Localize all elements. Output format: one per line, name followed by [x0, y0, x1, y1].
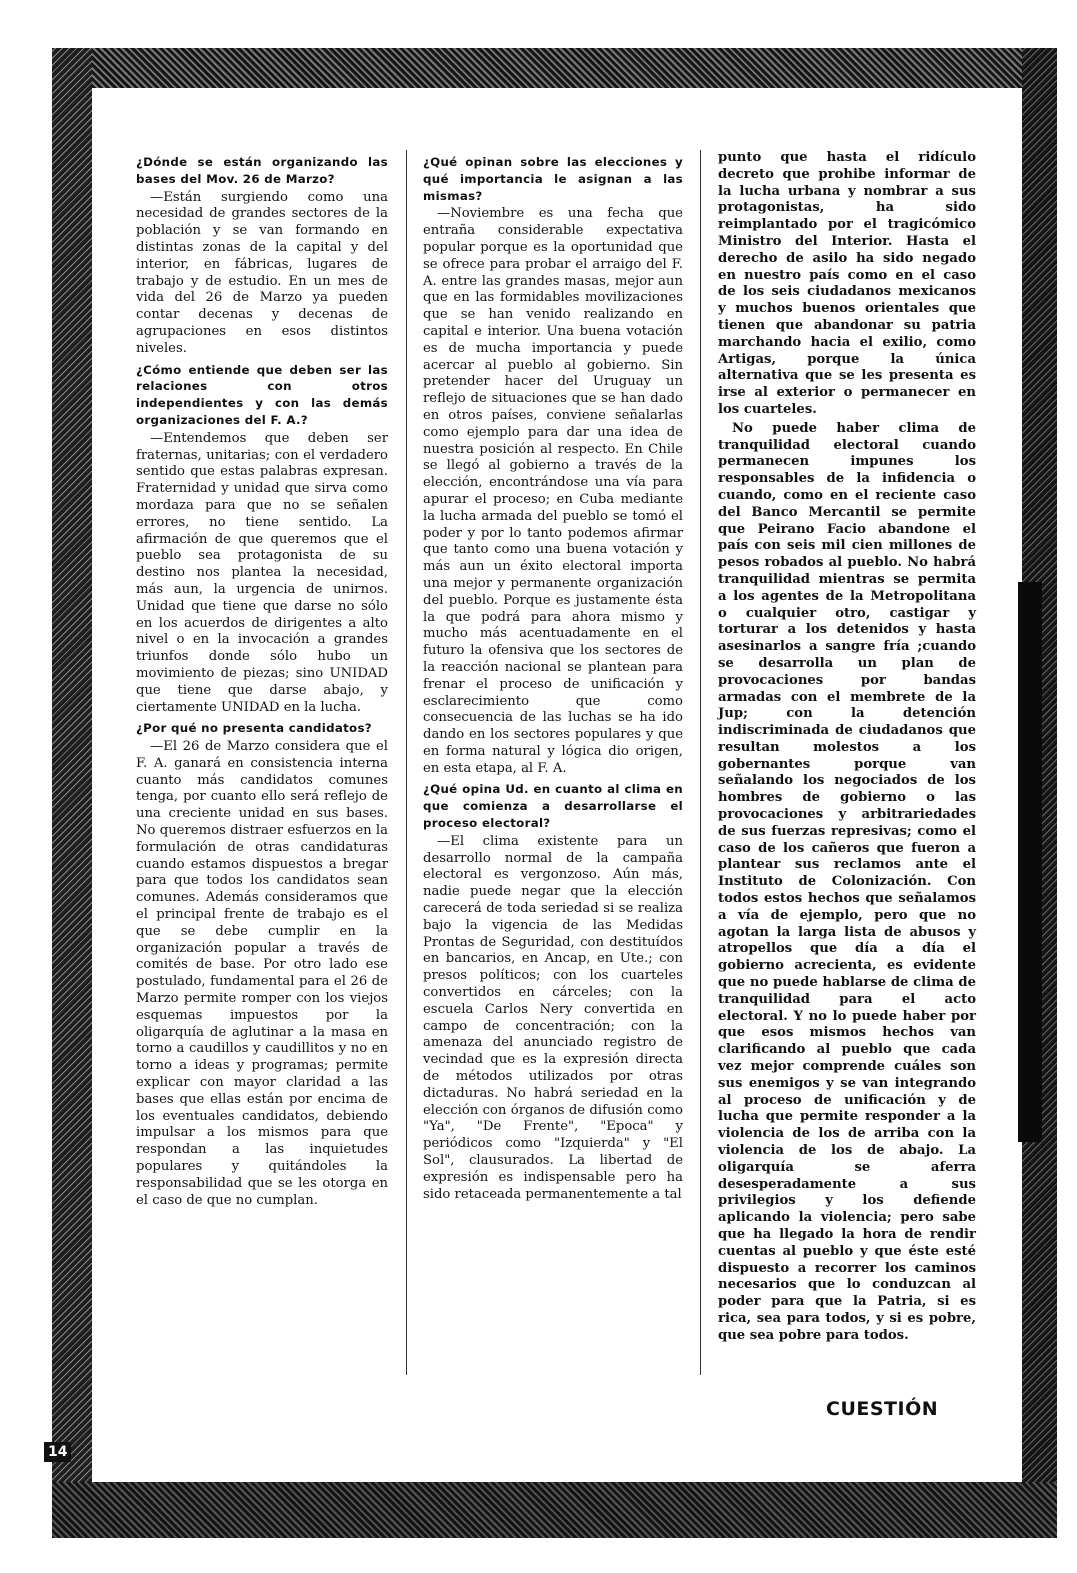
column-divider	[700, 150, 701, 1375]
column-divider	[406, 150, 407, 1375]
page-number: 14	[44, 1442, 71, 1462]
column-2	[423, 150, 683, 1205]
answer-paragraph: —El 26 de Marzo considera que el F. A. ganará en consistencia interna cuanto más candidatos comunes tenga, por cuanto ello será reflejo de una creciente unidad en sus bases. No queremos distraer esfuerzos en la formulación de otras candidaturas cuando estamos dispuestos a bregar para que todos los candidatos sean comunes. Además consideramos que el principal frente de trabajo es el que se debe cumplir en la organización popular a través de comités de base. Por otro lado ese postulado, fundamental para el 26 de Marzo permite romper con los viejos esquemas impuestos por la oligarquía de aglutinar a la masa en torno a caudillos y caudillitos y no en torno a ideas y programas; permite explicar con mayor claridad a las bases que ellas están por encima de los eventuales candidatos, debiendo impulsar a los mismos para que respondan a las inquietudes populares y quitándoles la responsabilidad que se les otorga en el caso de que no cumplan.	[136, 739, 388, 1208]
answer-paragraph: —Entendemos que deben ser fraternas, unitarias; con el verdadero sentido que estas palabras expresan. Fraternidad y unidad que sirva como mordaza para que no se señalen errores, no tiene sentido. La afirmación de que queremos que el pueblo sea protagonista de su destino nos plantea la necesidad, más aun, la urgencia de unirnos. Unidad que tiene que darse no sólo en los acuerdos de dirigentes a alto nivel o en la invocación a grandes triunfos donde sólo hubo un movimiento de piezas; sino UNIDAD que tiene que darse abajo, y ciertamente UNIDAD en la lucha.	[136, 430, 388, 715]
question-heading: ¿Qué opina Ud. en cuanto al clima en que comienza a desarrollarse el proceso electoral?	[423, 782, 683, 831]
answer-paragraph: —Están surgiendo como una necesidad de grandes sectores de la población y se van formando en distintas zonas de la capital y del interior, en fábricas, lugares de trabajo y de estudio. En un mes de vida del 26 de Marzo ya pueden contar decenas y decenas de agrupaciones en esos distintos niveles.	[136, 189, 388, 356]
body-paragraph: No puede haber clima de tranquilidad electoral cuando permanecen impunes los responsables de la infidencia o cuando, como en el reciente caso del Banco Mercantil se permite que Peirano Facio abandone el país con seis mil cien millones de pesos robados al pueblo. No habrá tranquilidad mientras se permita a los agentes de la Metropolitana o cualquier otro, castigar y torturar a los detenidos y hasta asesinarlos a sangre fría ;cuando se desarrolla un plan de provocaciones por bandas armadas con el membrete de la Jup; con la detención indiscriminada de ciudadanos que resultan molestos a los gobernantes porque van señalando los negociados de los hombres de gobierno o las provocaciones y arbitrariedades de sus fuerzas represivas; como el caso de los cañeros que fueron a plantear sus reclamos ante el Instituto de Colonización. Con todos estos hechos que señalamos a vía de ejemplo, pero que no agotan la larga lista de abusos y atropellos que día a día el gobierno acrecienta, es evidente que no puede hablarse de clima de tranquilidad para el acto electoral. Y no lo puede haber por que esos mismos hechos van clarificando al pueblo que cada vez mejor comprende cuáles son sus enemigos y se van integrando al proceso de unificación y de lucha que permite responder a la violencia de los de arriba con la violencia de los de abajo. La oligarquía se aferra desesperadamente a sus privilegios y los defiende aplicando la violencia; pero sabe que ha llegado la hora de rendir cuentas al pueblo y que éste esté dispuesto a recorrer los caminos necesarios que lo conduzcan al poder para que la Patria, si es rica, sea para todos, y si es pobre, que sea pobre para todos.	[718, 420, 976, 1343]
question-heading: ¿Dónde se están organizando las bases del Mov. 26 de Marzo?	[136, 155, 388, 186]
magazine-logo: CUESTIÓN	[826, 1398, 939, 1420]
body-paragraph: punto que hasta el ridículo decreto que prohibe informar de la lucha urbana y nombrar a sus protagonistas, ha sido reimplantado por el tragicómico Ministro del Interior. Hasta el derecho de asilo ha sido negado en nuestro país como en el caso de los seis ciudadanos mexicanos y muchos buenos orientales que tienen que abandonar su patria marchando hacia el exilio, como Artigas, porque la única alternativa que se les presenta es irse al exterior o permanecer en los cuarteles.	[718, 150, 976, 417]
column-1	[136, 150, 388, 1211]
scan-border-bottom	[52, 1482, 1057, 1538]
question-heading: ¿Qué opinan sobre las elecciones y qué importancia le asignan a las mismas?	[423, 155, 683, 203]
answer-paragraph: —Noviembre es una fecha que entraña considerable expectativa popular porque es la oportunidad que se ofrece para probar el arraigo del F. A. entre las grandes masas, mejor aun que en las formidables movilizaciones que se han venido realizando en capital e interior. Una buena votación es de mucha importancia y puede acercar al pueblo al gobierno. Sin pretender hacer del Uruguay un reflejo de situaciones que se han dado en otros países, conviene señalarlas como ejemplo para dar una idea de nuestra posición al respecto. En Chile se llegó al gobierno a través de la elección, encontrándose una vía para apurar el proceso; en Cuba mediante la lucha armada del pueblo se tomó el poder y por lo tanto podemos afirmar que tanto como una buena votación y más aun un éxito electoral importa una mejor y permanente organización del pueblo. Porque es justamente ésta la que podrá para ahora mismo y mucho más acentuadamente en el futuro la ofensiva que los sectores de la reacción nacional se plantean para frenar el proceso de unificación y esclarecimiento que como consecuencia de las luchas se ha ido dando en los sectores populares y que en forma natural y lógica dio origen, en esta etapa, al F. A.	[423, 206, 683, 776]
question-heading: ¿Por qué no presenta candidatos?	[136, 721, 372, 736]
question-heading: ¿Cómo entiende que deben ser las relaciones con otros independientes y con las demás organizaciones del F. A.?	[136, 362, 388, 427]
margin-black-bar	[1018, 582, 1042, 1142]
column-3	[718, 150, 976, 1347]
scan-border-left	[52, 48, 92, 1538]
answer-paragraph: —El clima existente para un desarrollo normal de la campaña electoral es vergonzoso. Aún más, nadie puede negar que la elección carecerá de toda seriedad si se realiza bajo la vigencia de las Medidas Prontas de Seguridad, con destituídos en bancarios, en Ancap, en Ute.; con presos políticos; con los cuarteles convertidos en cárceles; con la escuela Carlos Nery convertida en campo de concentración; con la amenaza del anunciado registro de vecindad que es la expresión directa de métodos utilizados por otras dictaduras. No habrá seriedad en la elección con órganos de difusión como "Ya", "De Frente", "Epoca" y periódicos como "Izquierda" y "El Sol", clausurados. La libertad de expresión es indispensable pero ha sido retaceada permanentemente a tal	[423, 833, 683, 1202]
